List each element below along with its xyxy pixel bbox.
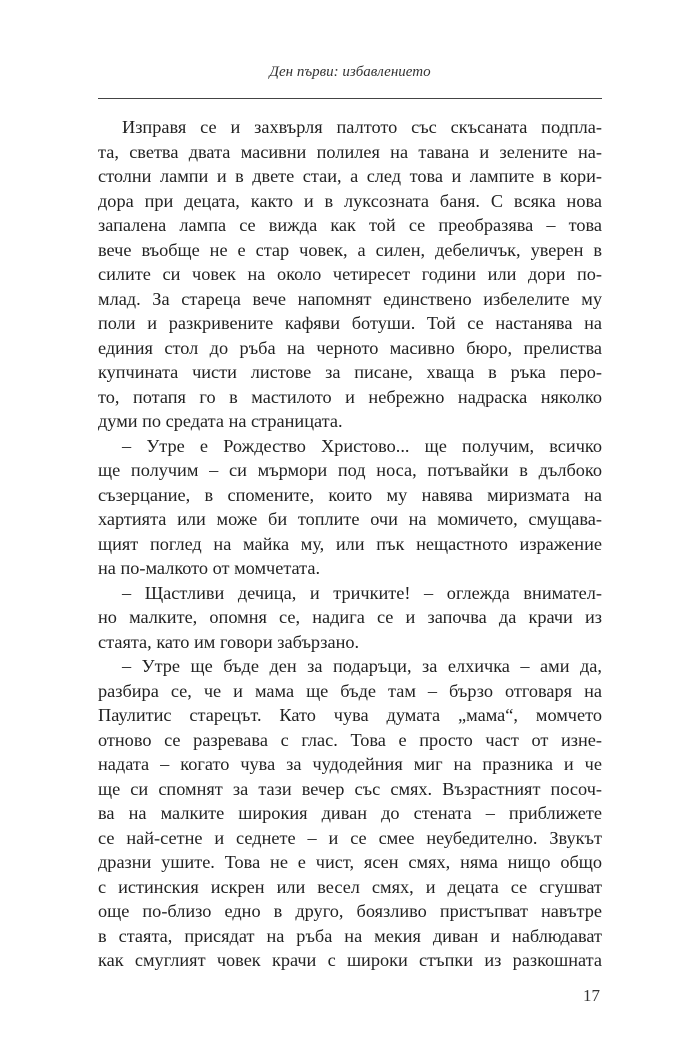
text-line: с истинския искрен или весел смях, и децата се сгушват xyxy=(98,876,602,897)
running-header: Ден първи: избавлението xyxy=(269,64,431,80)
text-line: още по-близо едно в друго, боязливо пристъпват навътре xyxy=(98,901,602,921)
text-line: щият поглед на майка му, или пък нещастното изражение xyxy=(98,533,602,554)
text-line: стаята, като им говори забързано. xyxy=(98,631,360,652)
text-line: хартията или може би топлите очи на момичето, смущава- xyxy=(98,509,602,529)
text-line: разбира се, че и мама ще бъде там – бързо отговаря на xyxy=(98,680,602,701)
body-text xyxy=(98,115,602,973)
text-line: в стаята, присядат на ръба на мекия диван и наблюдават xyxy=(98,925,602,946)
text-line: – Щастливи дечица, и тричките! – оглежда внимател- xyxy=(122,582,602,603)
text-line: думи по средата на страницата. xyxy=(98,411,343,431)
header-rule xyxy=(98,98,602,99)
text-line: Паулитис старецът. Като чува думата „мама“, момчето xyxy=(98,705,602,725)
text-line: единия стол до ръба на черното масивно бюро, прелиства xyxy=(98,337,602,358)
text-line: столни лампи и в двете стаи, а след това и лампите в кори- xyxy=(98,166,602,186)
text-line: се най-сетне и седнете – и се смее неубедително. Звукът xyxy=(98,827,602,848)
text-line: на по-малкото от момчетата. xyxy=(98,558,321,578)
text-line: – Утре ще бъде ден за подаръци, за елхичка – ами да, xyxy=(122,656,602,676)
text-line: силите си човек на около четиресет години или дори по- xyxy=(98,264,602,284)
text-line: ще получим – си мърмори под носа, потъвайки в дълбоко xyxy=(98,460,602,480)
text-line: поли и разкривените кафяви ботуши. Той се настанява на xyxy=(98,313,602,333)
text-line: – Утре е Рождество Христово... ще получим, всичко xyxy=(122,435,602,456)
text-line: дора при децата, както и в луксозната баня. С всяка нова xyxy=(98,190,602,211)
text-line: съзерцание, в спомените, които му навява миризмата на xyxy=(98,484,602,505)
text-line: отново се разревава с глас. Това е просто част от изне- xyxy=(98,729,602,750)
text-line: как смуглият човек крачи с широки стъпки из разкошната xyxy=(98,950,602,970)
text-line: ще си спомнят за тази вечер със смях. Възрастният посоч- xyxy=(98,778,602,799)
page-number: 17 xyxy=(583,986,600,1005)
text-line: та, светва двата масивни полилея на тавана и зелените на- xyxy=(98,141,602,162)
text-line: млад. За стареца вече напомнят единствено избелелите му xyxy=(98,288,602,309)
text-line: вече въобще не е стар човек, а силен, дебеличък, уверен в xyxy=(98,239,602,260)
text-line: ва на малките широкия диван до стената – приближете xyxy=(98,803,602,823)
text-line: то, потапя го в мастилото и небрежно надраска няколко xyxy=(98,386,602,407)
text-line: Изправя се и захвърля палтото със скъсаната подпла- xyxy=(122,117,602,137)
text-line: купчината чисти листове за писане, хваща в ръка перо- xyxy=(98,362,602,382)
text-line: запалена лампа се вижда как той се преобразява – това xyxy=(98,215,602,235)
text-line: но малките, опомня се, надига се и започва да крачи из xyxy=(98,607,602,627)
text-line: надата – когато чува за чудодейния миг на празника и че xyxy=(98,754,602,774)
text-line: дразни ушите. Това не е чист, ясен смях, няма нищо общо xyxy=(98,852,602,872)
